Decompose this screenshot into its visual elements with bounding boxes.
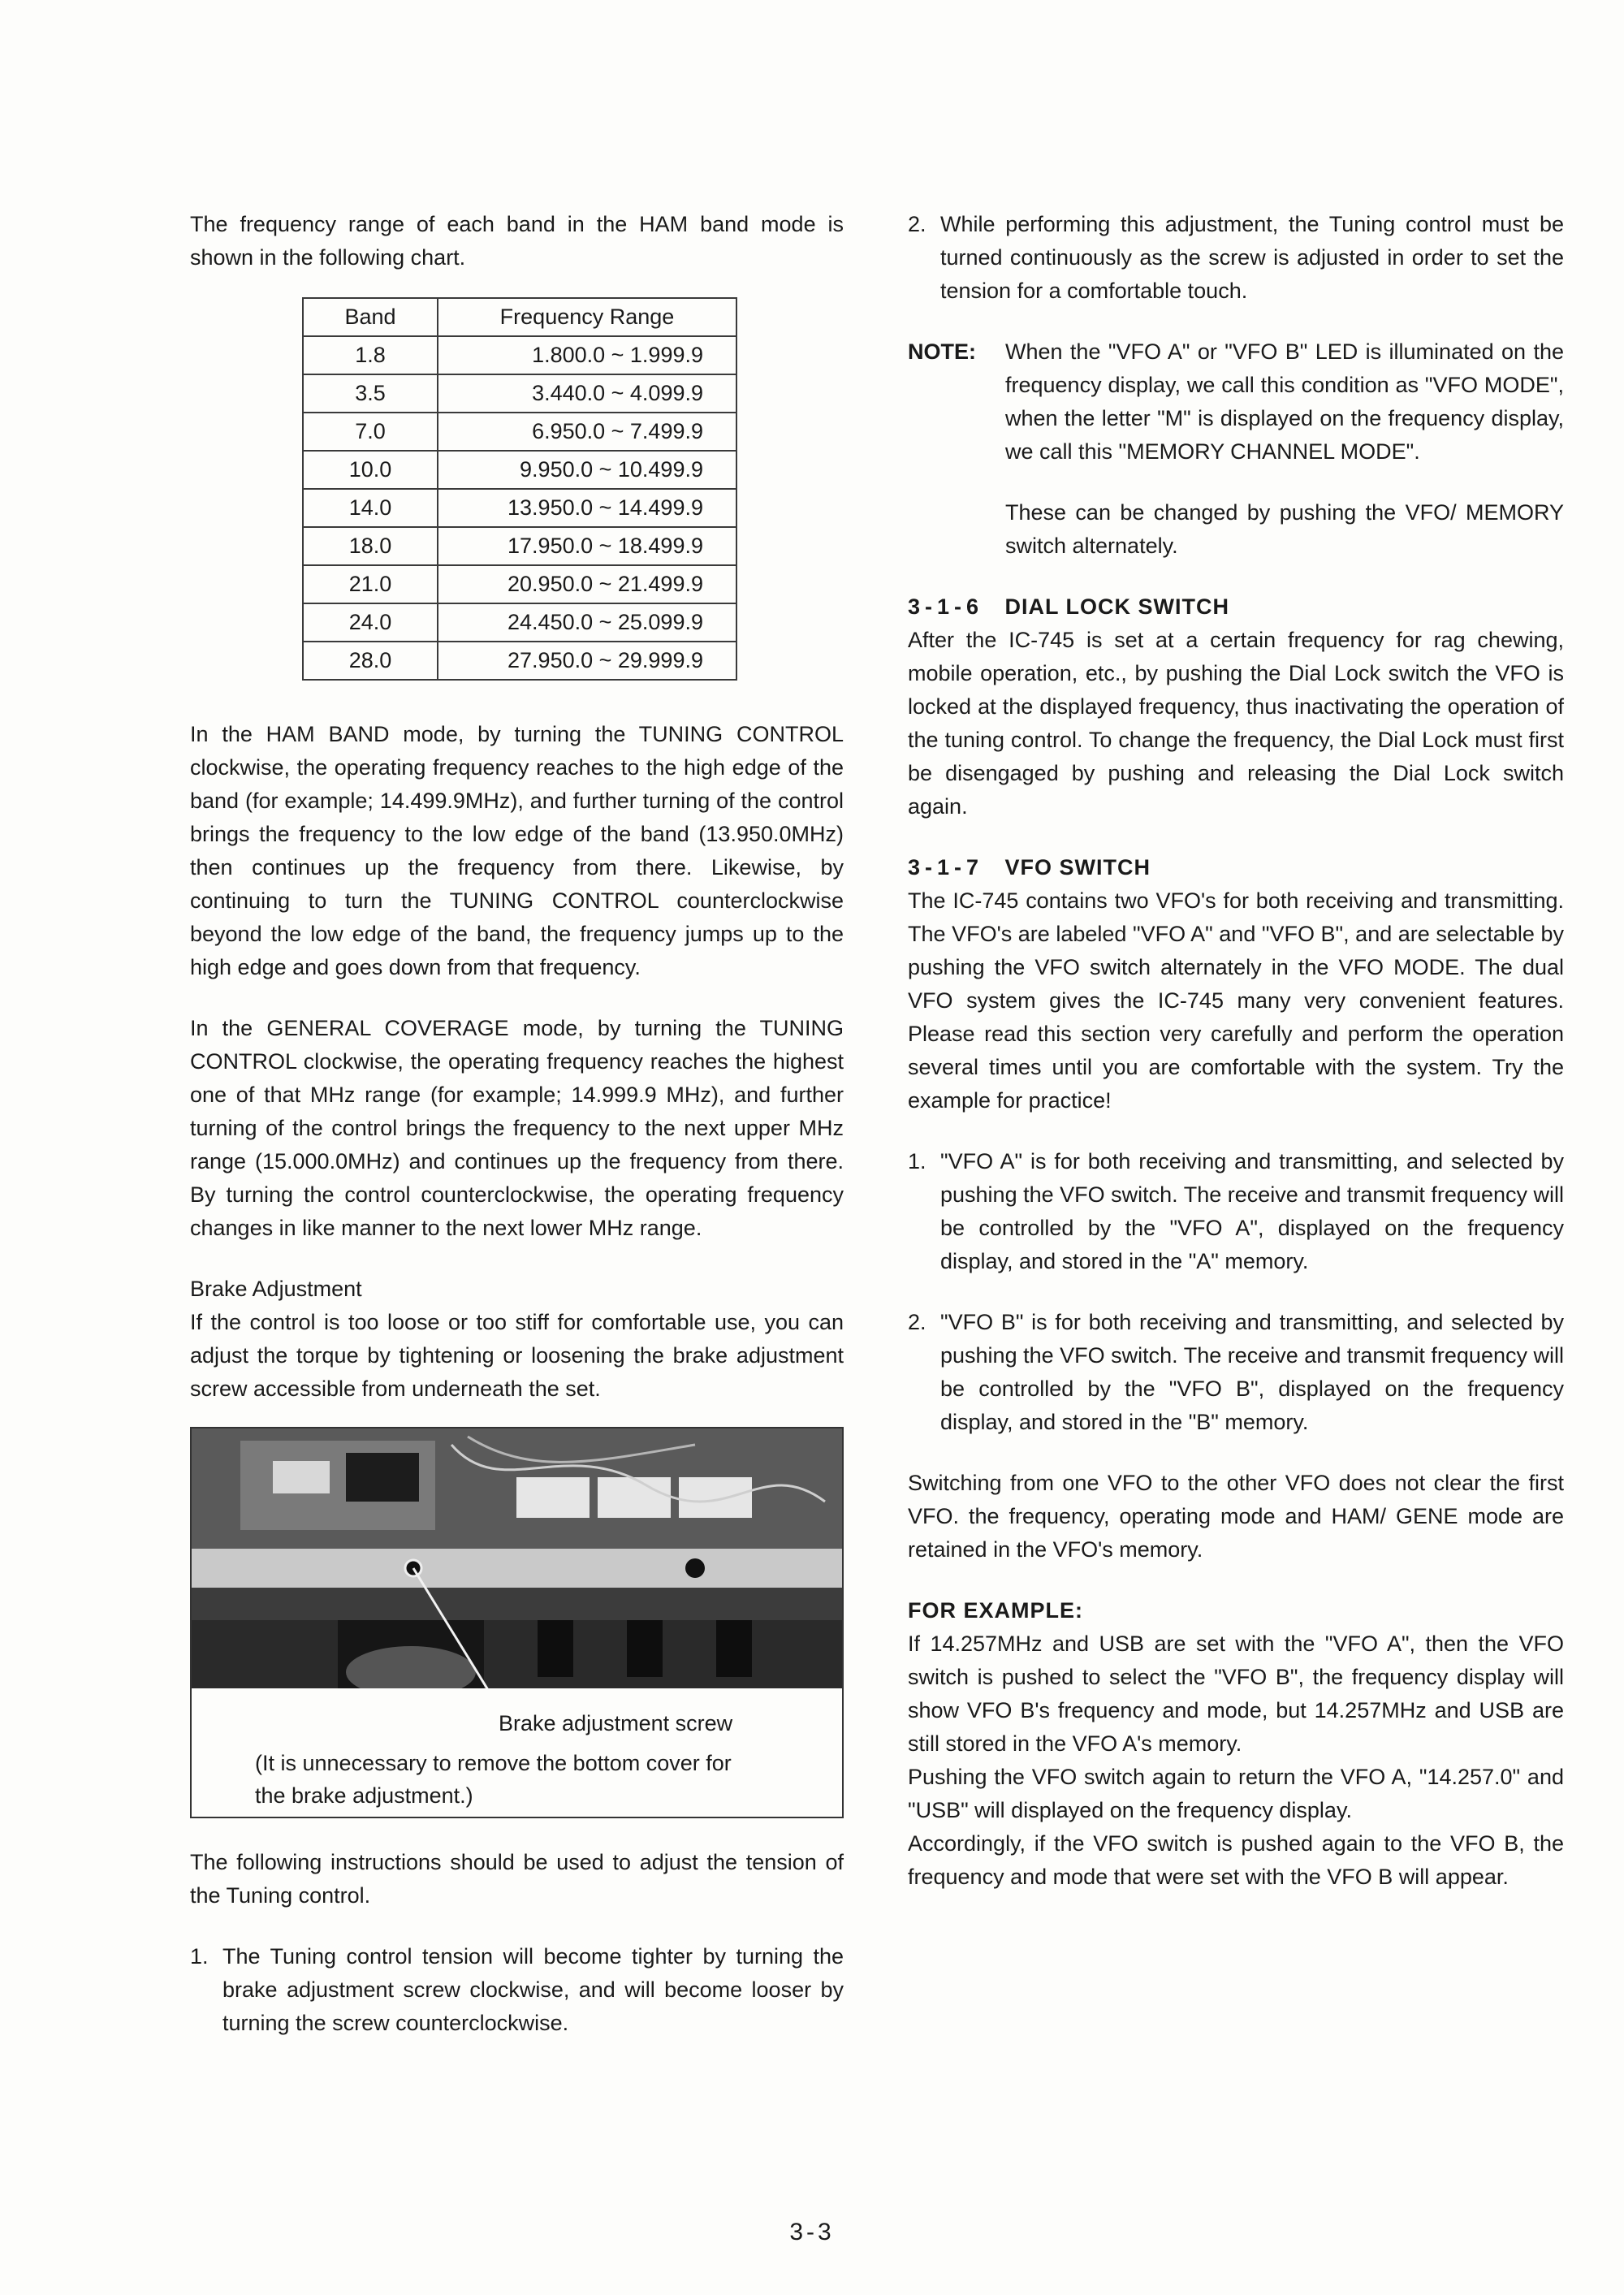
dial-lock-paragraph: After the IC-745 is set at a certain frequency for rag chewing, mobile operation, etc., by pushing the Dial Lock switch the VFO is locked at the displayed frequency, thus inactivating the operation of the tuning control. To change the frequency, the Dial Lock must first be disengaged by pushing and releasing the Dial Lock switch again. (908, 628, 1564, 819)
table-row (303, 565, 736, 603)
list-item-number: 1. (190, 1944, 209, 1969)
band-cell: 28.0 (303, 642, 438, 680)
frequency-cell: 3.440.0 ~ 4.099.9 (438, 374, 736, 413)
example-paragraph: If 14.257MHz and USB are set with the "VFO A", then the VFO switch is pushed to select the "VFO B", the frequency display will show VFO B's frequency and mode, but 14.257MHz and USB are still stored in the VFO A's memory. (908, 1632, 1564, 1756)
band-cell: 1.8 (303, 336, 438, 374)
ham-band-paragraph: In the HAM BAND mode, by turning the TUNING CONTROL clockwise, the operating frequency reaches to the high edge of the band (for example; 14.499.9MHz), and further turning of the control brings the frequency to the low edge of the band (13.950.0MHz) then continues up the frequency from there. Likewise, by continuing to turn the TUNING CONTROL counterclockwise beyond the low edge of the band, the frequency jumps up to the high edge and goes down from that frequency. (190, 722, 844, 979)
list-item (908, 208, 1564, 308)
brake-screw-label: Brake adjustment screw (499, 1711, 733, 1735)
right-column (908, 208, 1564, 1894)
brake-adjustment-figure (190, 1427, 844, 1818)
frequency-cell: 6.950.0 ~ 7.499.9 (438, 413, 736, 451)
frequency-cell: 27.950.0 ~ 29.999.9 (438, 642, 736, 680)
switching-paragraph: Switching from one VFO to the other VFO does not clear the first VFO. the frequency, operating mode and HAM/ GENE mode are retained in the VFO's memory. (908, 1471, 1564, 1562)
section-number: 3-1-6 (908, 594, 984, 619)
vfo-switch-paragraph: The IC-745 contains two VFO's for both receiving and transmitting. The VFO's are labeled "VFO A" and "VFO B", and are selectable by pushing the VFO switch alternately in the VFO MODE. The dual VFO system gives the IC-745 many very convenient features. Please read this section very carefully and perform the operation several times until you are comfortable with the system. Try the example for practice! (908, 888, 1564, 1113)
list-item-text: The Tuning control tension will become tighter by turning the brake adjustment screw clockwise, and will become looser by turning the screw counterclockwise. (222, 1944, 844, 2035)
band-cell: 14.0 (303, 489, 438, 527)
band-cell: 7.0 (303, 413, 438, 451)
frequency-cell: 24.450.0 ~ 25.099.9 (438, 603, 736, 642)
section-heading-dial-lock (908, 590, 1564, 624)
list-item-text: "VFO B" is for both receiving and transmitting, and selected by pushing the VFO switch. The receive and transmit frequency will be controlled by the "VFO B", displayed on the frequency display, and stored in the "B" memory. (940, 1310, 1564, 1434)
list-item (908, 1306, 1564, 1439)
brake-adjustment-title: Brake Adjustment (190, 1277, 362, 1301)
section-heading-vfo-switch (908, 851, 1564, 884)
instructions-intro: The following instructions should be used to adjust the tension of the Tuning control. (190, 1850, 844, 1908)
instruction-list (190, 1940, 844, 2040)
table-row (303, 374, 736, 413)
list-item-text: "VFO A" is for both receiving and transmitting, and selected by pushing the VFO switch. The receive and transmit frequency will be controlled by the "VFO A", displayed on the frequency display, and stored in the "A" memory. (940, 1149, 1564, 1273)
example-heading: FOR EXAMPLE: (908, 1598, 1084, 1623)
list-item-number: 2. (908, 1310, 926, 1334)
note-block (908, 335, 1564, 469)
list-item-number: 2. (908, 212, 926, 236)
note-text: When the "VFO A" or "VFO B" LED is illuminated on the frequency display, we call this condition as "VFO MODE", when the letter "M" is displayed on the frequency display, we call this "MEMORY CHANNEL MODE". (1005, 339, 1564, 464)
table-header-frequency-range: Frequency Range (438, 298, 736, 336)
band-cell: 24.0 (303, 603, 438, 642)
section-title: VFO SWITCH (1004, 855, 1151, 880)
frequency-cell: 1.800.0 ~ 1.999.9 (438, 336, 736, 374)
table-row (303, 451, 736, 489)
page-number: 3-3 (789, 2219, 835, 2245)
list-item-text: While performing this adjustment, the Tuning control must be turned continuously as the screw is adjusted in order to set the tension for a comfortable touch. (940, 212, 1564, 303)
table-row (303, 603, 736, 642)
band-cell: 10.0 (303, 451, 438, 489)
frequency-cell: 13.950.0 ~ 14.499.9 (438, 489, 736, 527)
brake-adjustment-paragraph: If the control is too loose or too stiff for comfortable use, you can adjust the torque by tightening or loosening the brake adjustment screw accessible from underneath the set. (190, 1310, 844, 1401)
band-cell: 21.0 (303, 565, 438, 603)
note-text-continued: These can be changed by pushing the VFO/ MEMORY switch alternately. (1005, 500, 1564, 558)
example-paragraph: Pushing the VFO switch again to return the VFO A, "14.257.0" and "USB" will displayed on the frequency display. (908, 1765, 1564, 1822)
photo-caption (255, 1747, 791, 1812)
vfo-list (908, 1145, 1564, 1439)
table-row (303, 336, 736, 374)
example-paragraph: Accordingly, if the VFO switch is pushed again to the VFO B, the frequency and mode that were set with the VFO B will appear. (908, 1831, 1564, 1889)
table-header-band: Band (303, 298, 438, 336)
radio-underside-photo (192, 1428, 842, 1698)
frequency-cell: 17.950.0 ~ 18.499.9 (438, 527, 736, 565)
band-cell: 18.0 (303, 527, 438, 565)
band-cell: 3.5 (303, 374, 438, 413)
note-label: NOTE: (908, 339, 976, 364)
photo-caption-line: (It is unnecessary to remove the bottom cover for (255, 1751, 732, 1775)
table-header-row (303, 298, 736, 336)
list-item-number: 1. (908, 1149, 926, 1173)
section-number: 3-1-7 (908, 855, 984, 880)
list-item (190, 1940, 844, 2040)
instruction-list-continued (908, 208, 1564, 308)
frequency-cell: 9.950.0 ~ 10.499.9 (438, 451, 736, 489)
table-row (303, 413, 736, 451)
general-coverage-paragraph: In the GENERAL COVERAGE mode, by turning the TUNING CONTROL clockwise, the operating frequency reaches the highest one of that MHz range (for example; 14.999.9 MHz), and further turning of the control brings the frequency to the next upper MHz range (15.000.0MHz) and continues up the frequency from there. By turning the control counterclockwise, the operating frequency changes in like manner to the next lower MHz range. (190, 1016, 844, 1240)
frequency-range-table (302, 297, 737, 681)
section-title: DIAL LOCK SWITCH (1004, 594, 1230, 619)
table-row (303, 489, 736, 527)
intro-paragraph: The frequency range of each band in the HAM band mode is shown in the following chart. (190, 212, 844, 270)
photo-caption-line: the brake adjustment.) (255, 1783, 473, 1808)
table-row (303, 642, 736, 680)
frequency-cell: 20.950.0 ~ 21.499.9 (438, 565, 736, 603)
list-item (908, 1145, 1564, 1278)
left-column (190, 208, 844, 2040)
table-row (303, 527, 736, 565)
